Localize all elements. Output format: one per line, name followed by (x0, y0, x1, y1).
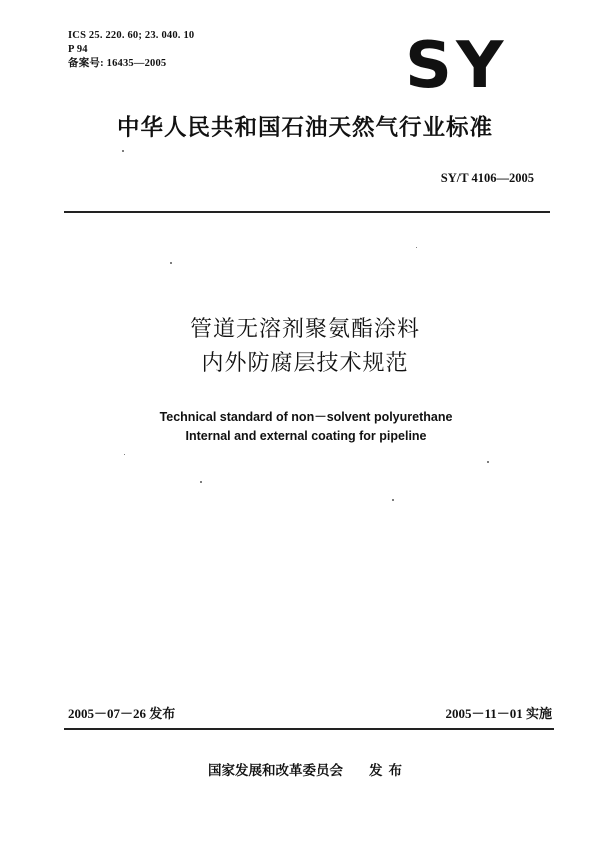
ics-code: ICS 25. 220. 60; 23. 040. 10 (68, 30, 195, 41)
english-title-line-2: Internal and external coating for pipeline (185, 429, 427, 443)
chinese-title-line-2: 内外防腐层技术规范 (201, 351, 409, 376)
footer-divider (64, 728, 554, 730)
filing-number: 备案号: 16435—2005 (68, 58, 167, 69)
scan-speck (170, 262, 172, 264)
industry-standard-title: 中华人民共和国石油天然气行业标准 (116, 115, 493, 141)
scan-speck (392, 499, 394, 501)
scan-speck (416, 247, 417, 248)
chinese-title-line-1: 管道无溶剂聚氨酯涂料 (189, 317, 420, 342)
header-divider (64, 211, 550, 213)
publisher-name: 国家发展和改革委员会 (208, 763, 343, 779)
english-title-line-1: Technical standard of non－solvent polyurethane (159, 410, 453, 424)
ccs-code: P 94 (68, 44, 88, 55)
effective-date: 2005－11－01 实施 (445, 706, 552, 721)
scan-speck (124, 454, 125, 455)
publish-action: 发布 (369, 763, 408, 779)
scan-speck (200, 481, 202, 483)
sy-logo: SY (405, 29, 508, 103)
issue-date: 2005－07－26 发布 (68, 706, 176, 721)
scan-speck (487, 461, 489, 463)
standard-number: SY/T 4106—2005 (440, 171, 534, 185)
publisher-line (0, 762, 600, 780)
scan-speck (122, 150, 124, 152)
